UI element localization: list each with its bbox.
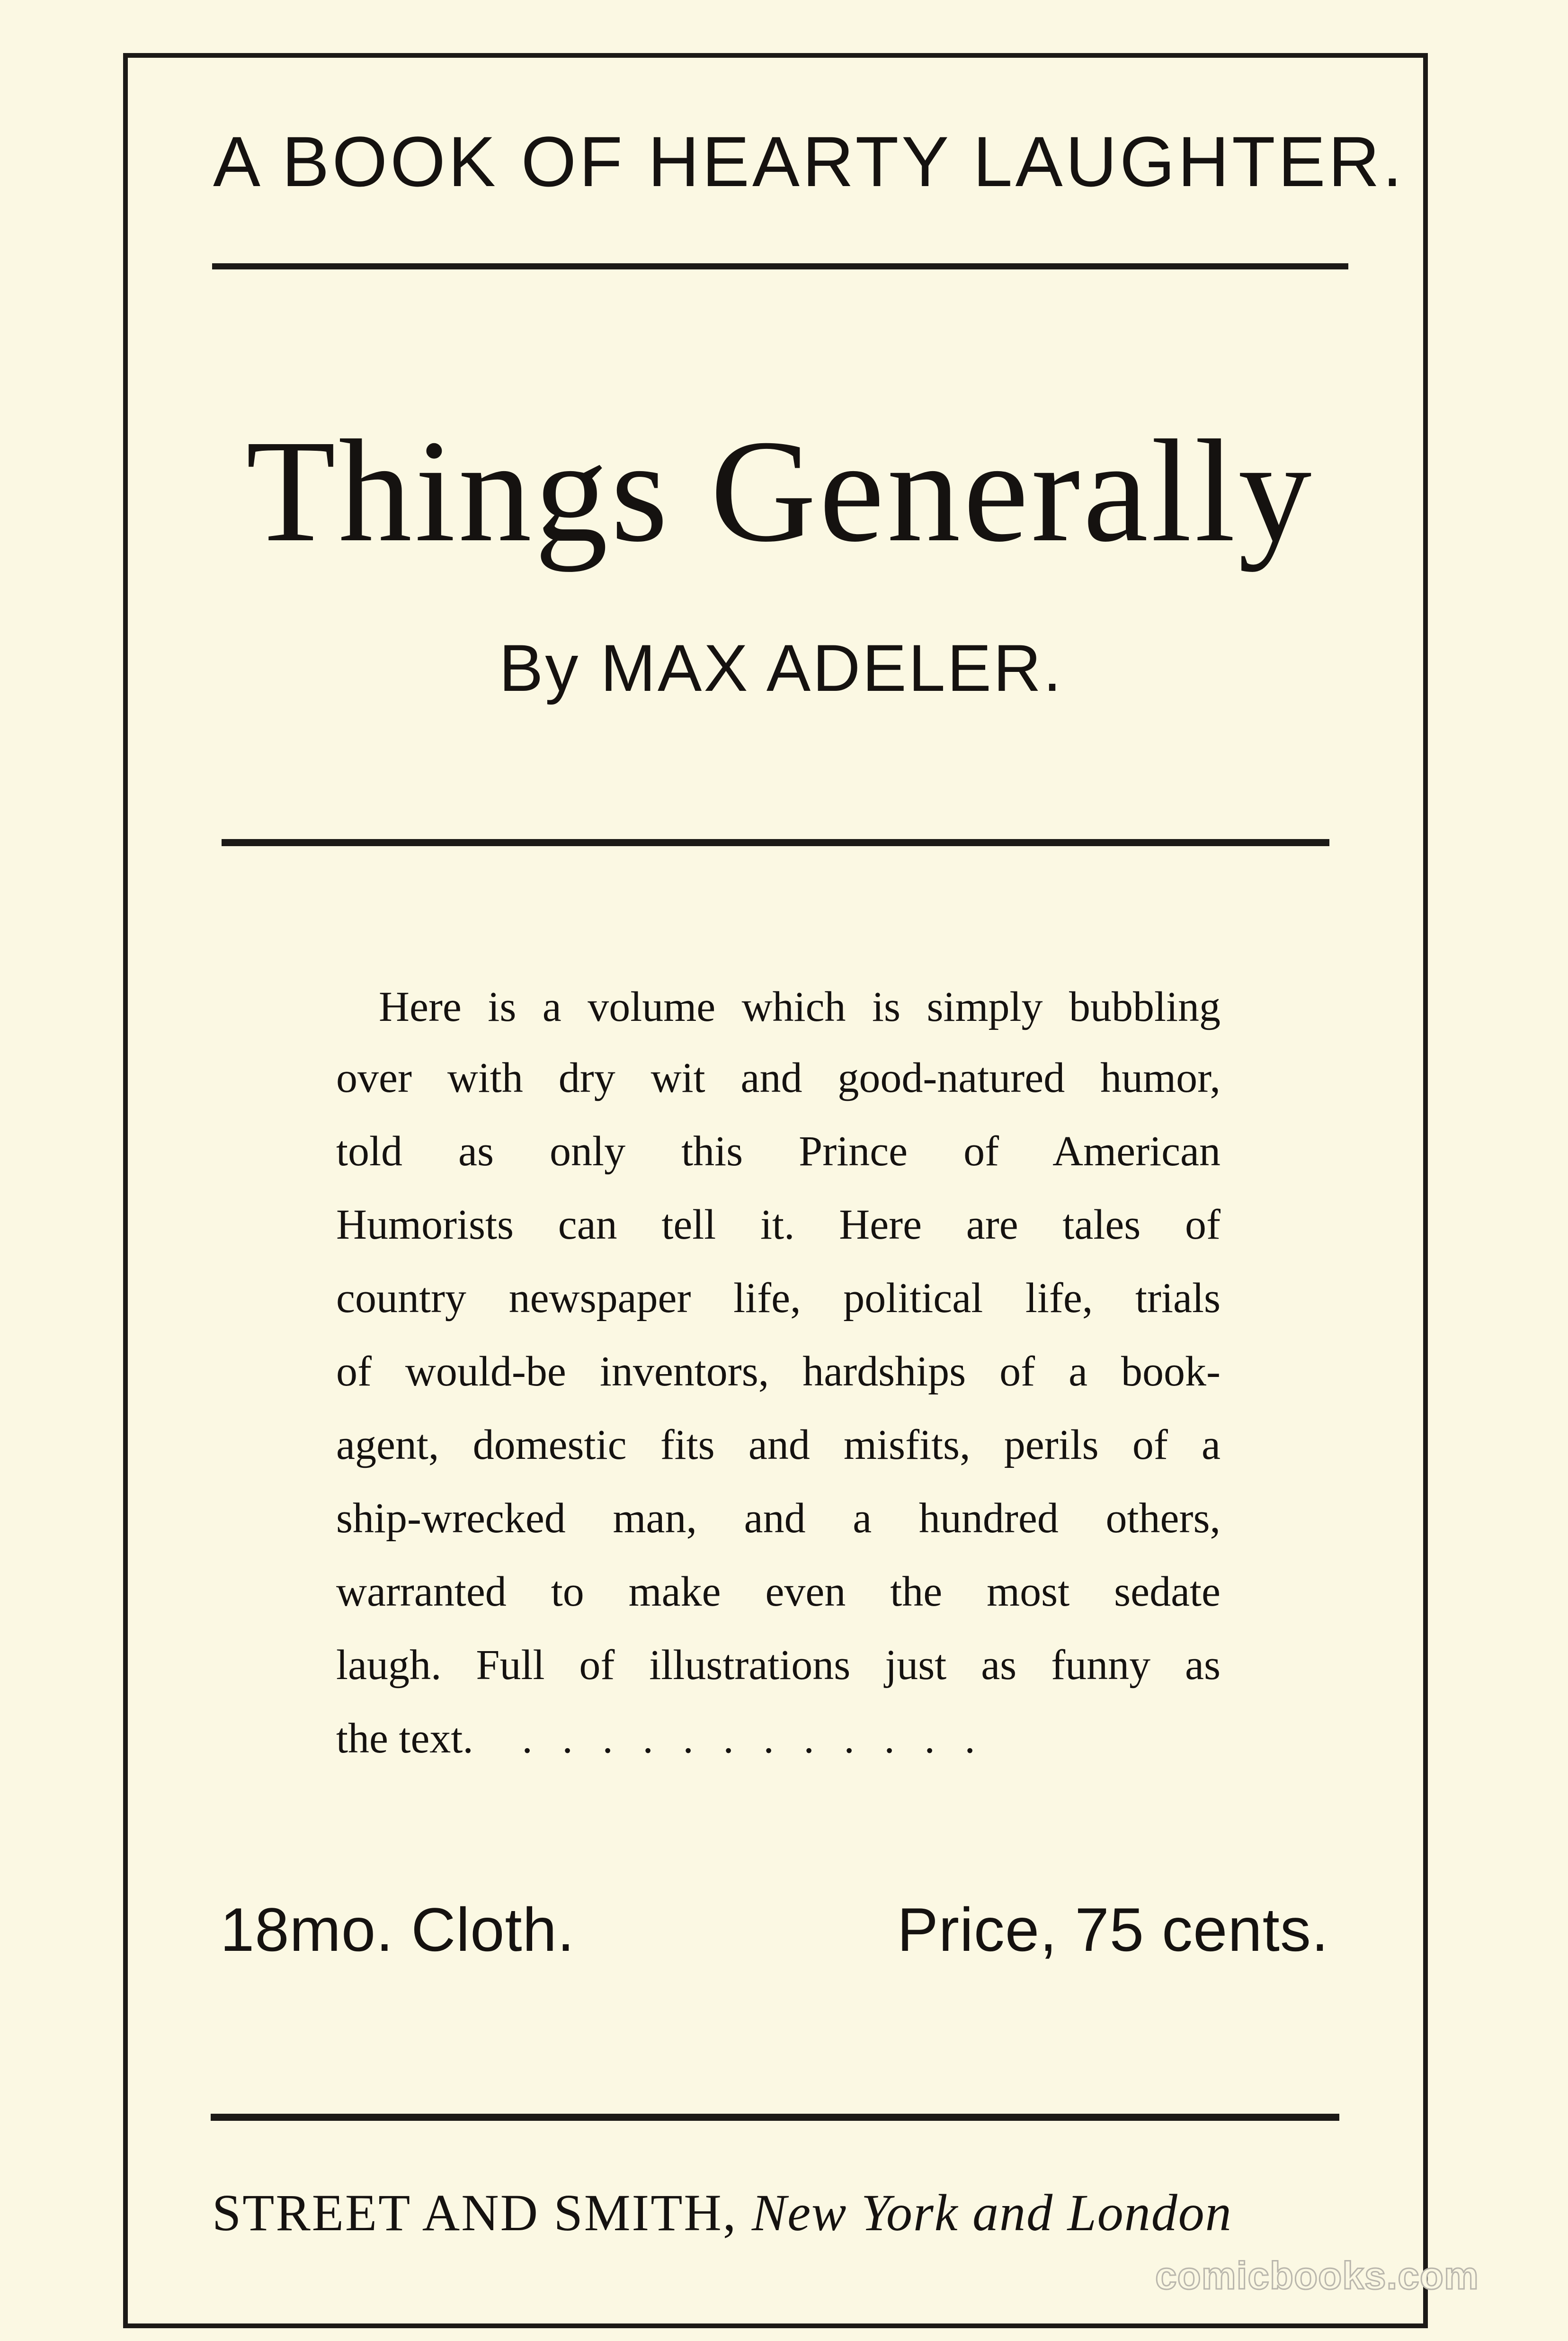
book-title: Things Generally	[246, 410, 1315, 572]
divider-rule-bottom	[211, 2114, 1339, 2121]
description-last-line	[336, 1714, 1221, 1763]
description-line: ship-wrecked man, and a hundred others,	[336, 1495, 1221, 1542]
description-line: of would-be inventors, hardships of a book-	[336, 1348, 1221, 1395]
author-byline: By MAX ADELER.	[499, 631, 1063, 705]
description-line: told as only this Prince of American	[336, 1128, 1221, 1175]
watermark: comicbooks.com	[1155, 2254, 1479, 2297]
description-line: the text.	[336, 1715, 473, 1762]
description-line: Humorists can tell it. Here are tales of	[336, 1201, 1221, 1248]
binding-format: 18mo. Cloth.	[220, 1895, 575, 1964]
description-line: agent, domestic fits and misfits, perils of a	[336, 1421, 1221, 1468]
publisher-imprint	[212, 2183, 1344, 2243]
divider-rule-middle	[222, 839, 1329, 846]
description-line: Here is a volume which is simply bubbling	[379, 983, 1221, 1030]
publisher-location: New York and London	[751, 2184, 1232, 2242]
leader-dots: . . . . . . . . . . . .	[522, 1715, 985, 1762]
description-line: warranted to make even the most sedate	[336, 1568, 1221, 1615]
header-tagline: A BOOK OF HEARTY LAUGHTER.	[213, 122, 1405, 201]
description-line: over with dry wit and good-natured humor,	[336, 1054, 1221, 1101]
price: Price, 75 cents.	[897, 1895, 1329, 1964]
divider-rule-top	[212, 263, 1348, 269]
publisher-name: STREET AND SMITH,	[212, 2184, 738, 2242]
description-line: country newspaper life, political life, trials	[336, 1275, 1221, 1322]
page-border	[123, 53, 1428, 2328]
description-line: laugh. Full of illustrations just as funny as	[336, 1642, 1221, 1689]
